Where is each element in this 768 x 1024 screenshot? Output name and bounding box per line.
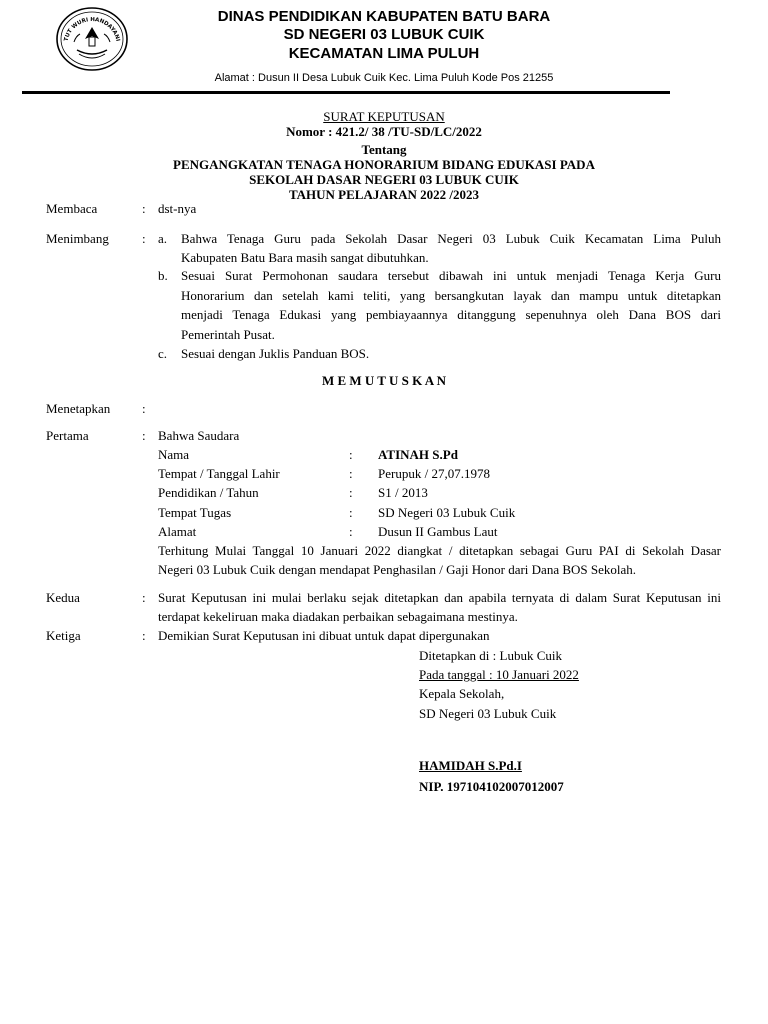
menetapkan-label: Menetapkan [46, 401, 111, 416]
field-address-label: Alamat [158, 524, 197, 539]
subject-line-1: PENGANGKATAN TENAGA HONORARIUM BIDANG EDUKASI PADA [173, 157, 595, 172]
pertama-statement-line-2: Negeri 03 Lubuk Cuik dengan mendapat Penghasilan / Gaji Honor dari Dana BOS Sekolah. [158, 562, 637, 577]
kedua-line-2: terdapat kekeliruan maka diadakan perbaikan sebagaimana mestinya. [158, 609, 518, 624]
pertama-statement-line-1: Terhitung Mulai Tanggal 10 Januari 2022 diangkat / ditetapkan sebagai Guru PAI di Sekolah Dasar [158, 543, 721, 558]
menimbang-marker-a: a. [158, 231, 168, 246]
field-name-label: Nama [158, 447, 190, 462]
kedua-colon: : [142, 590, 146, 605]
field-name-colon: : [349, 447, 353, 462]
menimbang-label: Menimbang [46, 231, 109, 246]
signatory-name: HAMIDAH S.Pd.I [419, 758, 522, 773]
menimbang-a-line-2: Kabupaten Batu Bara masih sangat dibutuhkan. [181, 250, 429, 265]
menimbang-b-line-3: menjadi Tenaga Edukasi yang pembiayaannya ditanggung sepenuhnya oleh Dana BOS dari [181, 307, 721, 322]
letterhead-address: Alamat : Dusun II Desa Lubuk Cuik Kec. Lima Puluh Kode Pos 21255 [214, 72, 554, 84]
menimbang-c-line-1: Sesuai dengan Juklis Panduan BOS. [181, 346, 370, 361]
menimbang-b-line-2: Honorarium dan setelah kami teliti, yang bersangkutan layak dan mampu untuk ditetapkan [181, 288, 721, 303]
signatory-nip: NIP. 197104102007012007 [419, 779, 564, 794]
subject-line-2: SEKOLAH DASAR NEGERI 03 LUBUK CUIK [249, 172, 519, 187]
menetapkan-colon: : [142, 401, 146, 416]
field-name-value: ATINAH S.Pd [378, 447, 458, 462]
kedua-label: Kedua [46, 590, 80, 605]
signature-position: Kepala Sekolah, [419, 686, 505, 701]
pertama-label: Pertama [46, 428, 89, 443]
field-education-label: Pendidikan / Tahun [158, 485, 259, 500]
field-education-value: S1 / 2013 [378, 485, 428, 500]
document-number: Nomor : 421.2/ 38 /TU-SD/LC/2022 [286, 124, 482, 139]
menimbang-colon: : [142, 231, 146, 246]
field-birth-label: Tempat / Tanggal Lahir [158, 466, 280, 481]
membaca-colon: : [142, 201, 146, 216]
field-workplace-value: SD Negeri 03 Lubuk Cuik [378, 505, 516, 520]
subject-line-3: TAHUN PELAJARAN 2022 /2023 [288, 187, 480, 202]
pertama-colon: : [142, 428, 146, 443]
field-workplace-colon: : [349, 505, 353, 520]
field-workplace-label: Tempat Tugas [158, 505, 232, 520]
menimbang-a-line-1: Bahwa Tenaga Guru pada Sekolah Dasar Negeri 03 Lubuk Cuik Kecamatan Lima Puluh [181, 231, 721, 246]
letterhead-divider [22, 91, 670, 94]
document-title: SURAT KEPUTUSAN [323, 109, 445, 124]
field-address-value: Dusun II Gambus Laut [378, 524, 498, 539]
menimbang-b-line-1: Sesuai Surat Permohonan saudara tersebut dibawah ini untuk menjadi Tenaga Kerja Guru [181, 268, 721, 283]
membaca-text: dst-nya [158, 201, 197, 216]
letterhead-agency: DINAS PENDIDIKAN KABUPATEN BATU BARA [217, 8, 551, 25]
menimbang-b-line-4: Pemerintah Pusat. [181, 327, 275, 342]
letterhead-district: KECAMATAN LIMA PULUH [288, 45, 480, 62]
signature-place: Ditetapkan di : Lubuk Cuik [419, 648, 562, 663]
kedua-line-1: Surat Keputusan ini mulai berlaku sejak ditetapkan dan apabila ternyata di dalam Surat Keputusan ini [158, 590, 721, 605]
memutuskan-heading: M E M U T U S K A N [321, 373, 447, 388]
membaca-label: Membaca [46, 201, 98, 216]
menimbang-marker-b: b. [158, 268, 168, 283]
pertama-intro: Bahwa Saudara [158, 428, 240, 443]
document-about: Tentang [361, 142, 407, 157]
menimbang-marker-c: c. [158, 346, 168, 361]
letterhead-school: SD NEGERI 03 LUBUK CUIK [283, 26, 485, 43]
signature-date: Pada tanggal : 10 Januari 2022 [419, 667, 579, 682]
field-birth-value: Perupuk / 27,07.1978 [378, 466, 490, 481]
ketiga-text: Demikian Surat Keputusan ini dibuat untuk dapat dipergunakan [158, 628, 490, 643]
field-address-colon: : [349, 524, 353, 539]
field-education-colon: : [349, 485, 353, 500]
ketiga-label: Ketiga [46, 628, 81, 643]
ketiga-colon: : [142, 628, 146, 643]
signature-school: SD Negeri 03 Lubuk Cuik [419, 706, 557, 721]
field-birth-colon: : [349, 466, 353, 481]
logo-motto: TUT WURI HANDAYANI [63, 16, 121, 43]
